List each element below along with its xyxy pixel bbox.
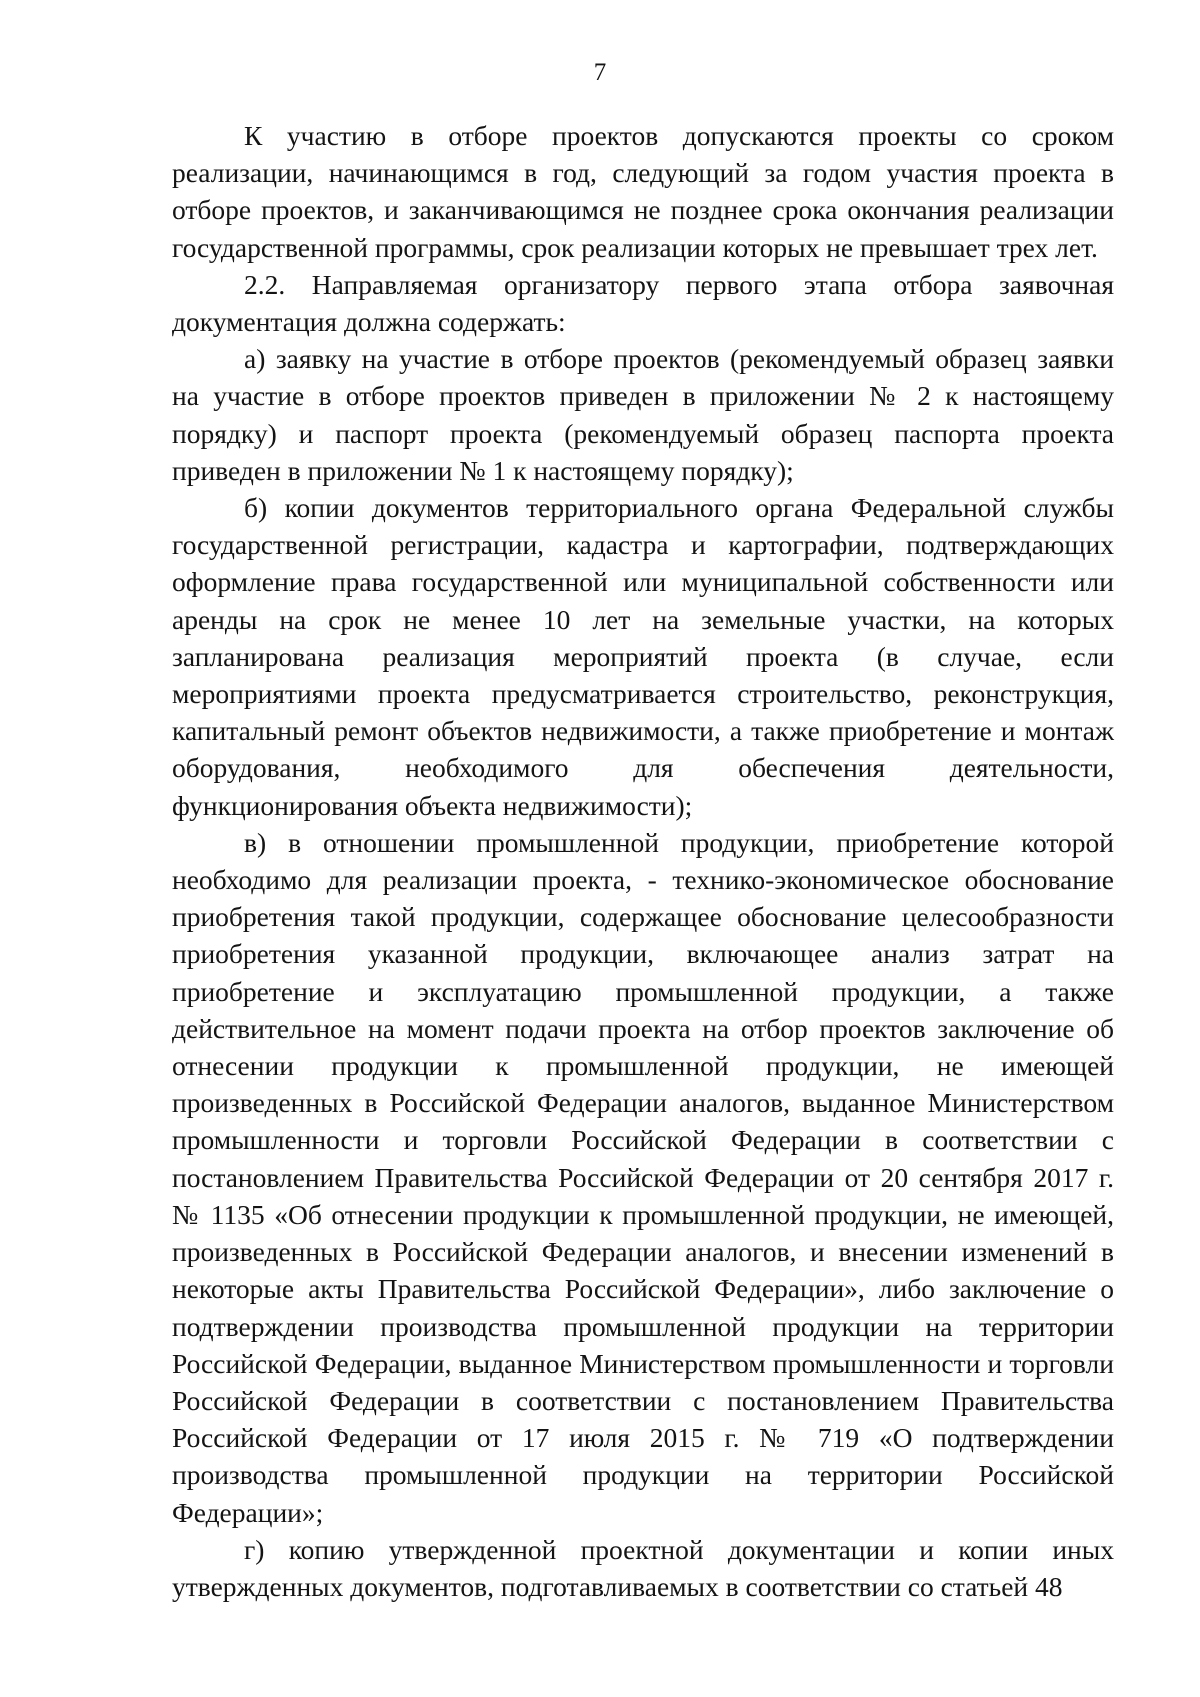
paragraph-item-v: в) в отношении промышленной продукции, приобретение которой необходимо для реализации проекта, - технико-экономическое обоснование приобретения такой продукции, содержащее обоснование целесообразности приобретения указанной продукции, включающее анализ затрат на приобретение и эксплуатацию промышленной продукции, а также действительное на момент подачи проекта на отбор проектов заключение об отнесении продукции к промышленной продукции, не имеющей произведенных в Российской Федерации аналогов, выданное Министерством промышленности и торговли Российской Федерации в соответствии с постановлением Правительства Российской Федерации от 20 сентября 2017 г. № 1135 «Об отнесении продукции к промышленной продукции, не имеющей, произведенных в Российской Федерации аналогов, и внесении изменений в некоторые акты Правительства Российской Федерации», либо заключение о подтверждении производства промышленной продукции на территории Российской Федерации, выданное Министерством промышленности и торговли Российской Федерации в соответствии с постановлением Правительства Российской Федерации от 17 июля 2015 г. № 719 «О подтверждении производства промышленной продукции на территории Российской Федерации»; (172, 826, 1114, 1528)
paragraph-item-b: б) копии документов территориального органа Федеральной службы государственной регистрации, кадастра и картографии, подтверждающих оформление права государственной или муниципальной собственности или аренды на срок не менее 10 лет на земельные участки, на которых запланирована реализация мероприятий проекта (в случае, если мероприятиями проекта предусматривается строительство, реконструкция, капитальный ремонт объектов недвижимости, а также приобретение и монтаж оборудования, необходимого для обеспечения деятельности, функционирования объекта недвижимости); (172, 492, 1114, 821)
paragraph-2-2-intro: 2.2. Направляемая организатору первого этапа отбора заявочная документация должна содержать: (172, 268, 1114, 338)
document-body (172, 117, 1114, 1605)
paragraph-item-g: г) копию утвержденной проектной документации и копии иных утвержденных документов, подготавливаемых в соответствии со статьей 48 (172, 1533, 1114, 1602)
paragraph-project-term: К участию в отборе проектов допускаются проекты со сроком реализации, начинающимся в год, следующий за годом участия проекта в отборе проектов, и заканчивающимся не позднее срока окончания реализации государственной программы, срок реализации которых не превышает трех лет. (172, 120, 1114, 263)
page-number: 7 (593, 59, 607, 86)
paragraph-item-a: а) заявку на участие в отборе проектов (рекомендуемый образец заявки на участие в отборе проектов приведен в приложении № 2 к настоящему порядку) и паспорт проекта (рекомендуемый образец паспорта проекта приведен в приложении № 1 к настоящему порядку); (172, 343, 1114, 486)
